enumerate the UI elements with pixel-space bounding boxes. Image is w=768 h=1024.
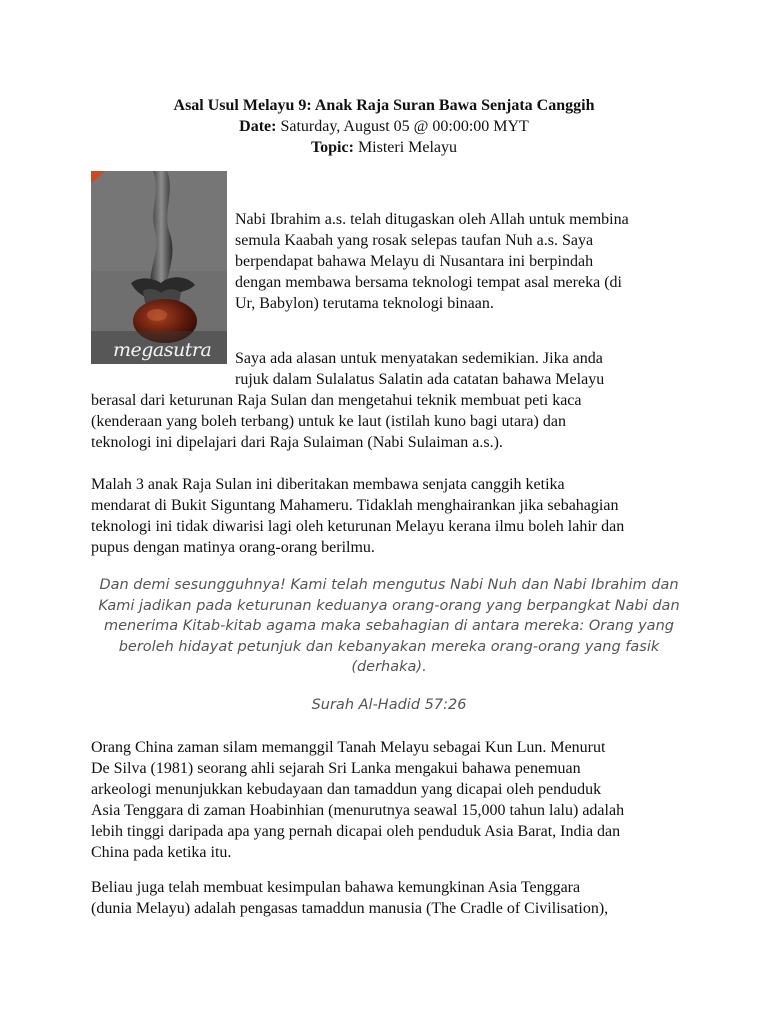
quote-line: beroleh hidayat petunjuk dan kebanyakan mereka orang-orang yang fasik	[118, 638, 660, 655]
paragraph-line: Asia Tenggara di zaman Hoabinhian (menurutnya seawal 15,000 tahun lalu) adalah	[91, 802, 625, 819]
paragraph-line: lebih tinggi daripada apa yang pernah dicapai oleh penduduk Asia Barat, India dan	[91, 823, 621, 840]
paragraph-line: Beliau juga telah membuat kesimpulan bahawa kemungkinan Asia Tenggara	[91, 879, 581, 896]
paragraph-5	[91, 877, 691, 919]
paragraph-line: Nabi Ibrahim a.s. telah ditugaskan oleh Allah untuk membina	[235, 211, 629, 228]
paragraph-line: berasal dari keturunan Raja Sulan dan mengetahui teknik membuat peti kaca	[91, 392, 582, 409]
keris-image	[91, 171, 227, 364]
keris-dagger-icon	[91, 171, 227, 364]
paragraph-line: Ur, Babylon) terutama teknologi binaan.	[235, 295, 494, 312]
topic-value: Misteri Melayu	[357, 139, 458, 156]
paragraph-line: Saya ada alasan untuk menyatakan sedemikian. Jika anda	[235, 350, 603, 367]
article-topic	[0, 137, 768, 158]
paragraph-line: arkeologi menunjukkan kebudayaan dan tamaddun yang dicapai oleh penduduk	[91, 781, 602, 798]
paragraph-line: berpendapat bahawa Melayu di Nusantara ini berpindah	[235, 253, 594, 270]
topic-label: Topic:	[310, 139, 354, 156]
paragraph-2	[235, 348, 685, 390]
paragraph-line: dengan membawa bersama teknologi tempat asal mereka (di	[235, 274, 622, 291]
quote-line: (derhaka).	[351, 659, 427, 675]
paragraph-line: Malah 3 anak Raja Sulan ini diberitakan membawa senjata canggih ketika	[91, 476, 565, 493]
paragraph-2-continued	[91, 390, 691, 453]
paragraph-line: China pada ketika itu.	[91, 844, 232, 861]
paragraph-line: Orang China zaman silam memanggil Tanah Melayu sebagai Kun Lun. Menurut	[91, 739, 606, 756]
paragraph-line: pupus dengan matinya orang-orang berilmu.	[91, 539, 375, 556]
quran-quote	[91, 575, 687, 678]
paragraph-line: mendarat di Bukit Siguntang Mahameru. Tidaklah menghairankan jika sebahagian	[91, 497, 619, 514]
date-label: Date:	[239, 118, 277, 135]
paragraph-line: teknologi ini dipelajari dari Raja Sulaiman (Nabi Sulaiman a.s.).	[91, 434, 503, 451]
quote-line: Dan demi sesungguhnya! Kami telah mengutus Nabi Nuh dan Nabi Ibrahim dan	[99, 577, 679, 593]
image-caption: megasutra	[113, 339, 212, 361]
article-date	[0, 116, 768, 137]
quote-citation: Surah Al-Hadid 57:26	[311, 697, 467, 713]
paragraph-1	[235, 209, 685, 314]
article-header	[0, 95, 768, 158]
date-value: Saturday, August 05 @ 00:00:00 MYT	[280, 118, 529, 135]
paragraph-line: semula Kaabah yang rosak selepas taufan Nuh a.s. Saya	[235, 232, 594, 249]
quote-line: Kami jadikan pada keturunan keduanya orang-orang yang berpangkat Nabi dan	[98, 597, 680, 614]
quote-line: menerima Kitab-kitab agama maka sebahagian di antara mereka: Orang yang	[104, 618, 674, 634]
paragraph-line: (dunia Melayu) adalah pengasas tamaddun manusia (The Cradle of Civilisation),	[91, 900, 609, 917]
paragraph-line: teknologi ini tidak diwarisi lagi oleh keturunan Melayu kerana ilmu boleh lahir dan	[91, 518, 625, 535]
paragraph-line: De Silva (1981) seorang ahli sejarah Sri Lanka mengakui bahawa penemuan	[91, 760, 581, 777]
paragraph-3	[91, 474, 691, 558]
paragraph-line: (kenderaan yang boleh terbang) untuk ke laut (istilah kuno bagi utara) dan	[91, 413, 566, 430]
article-title: Asal Usul Melayu 9: Anak Raja Suran Bawa Senjata Canggih	[173, 97, 595, 114]
paragraph-line: rujuk dalam Sulalatus Salatin ada catatan bahawa Melayu	[235, 371, 605, 388]
paragraph-4	[91, 737, 691, 863]
